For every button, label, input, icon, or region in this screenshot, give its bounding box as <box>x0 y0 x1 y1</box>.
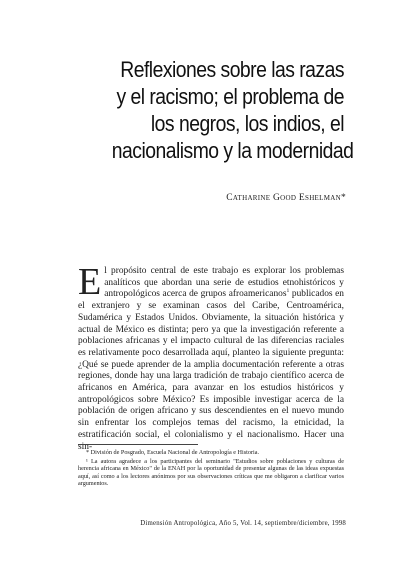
footnote-divider <box>78 444 198 445</box>
journal-footer: Dimensión Antropológica, Año 5, Vol. 14, septiembre/diciembre, 1998 <box>140 520 346 527</box>
footnotes <box>78 449 344 489</box>
footnote-ref: 1 <box>286 288 290 295</box>
article-body <box>78 261 344 453</box>
body-text-intro: l propósito central de este trabajo es explorar los problemas analíticos que abordan una serie de estudios etnohistóricos y antropológicos acerca de grupos afroamericanos <box>104 266 344 300</box>
title-line: nacionalismo y la modernidad <box>111 138 354 163</box>
body-text-rest: publicados en el extranjero y se examinan casos del Caribe, Centroamérica, Sudamérica y Estados Unidos. Obviamente, la situación histórica y actual de México es distinta; pero ya que la investigación referente a poblaciones africanas y el impacto cultural de las diferencias raciales es relativamente poco desarrollada aquí, planteo la siguiente pregunta: ¿Qué se puede aprender de la amplia documentación referente a otras regiones, donde hay una larga tradición de trabajo científico acerca de africanos en América, para avanzar en los estudios históricos y antropológicos sobre México? Es imposible investigar acerca de la población de origen africano y sus descendientes en el nuevo mundo sin enfrentar los complejos temas del racismo, la etnicidad, la estratificación social, el colonialismo y el nacionalismo. Hacer una sin- <box>78 289 344 452</box>
title-line: Reflexiones sobre las razas <box>120 57 344 82</box>
footnote-affiliation: * División de Posgrado, Escuela Nacional de Antropología e Historia. <box>86 449 260 456</box>
drop-cap: E <box>78 261 102 303</box>
title-line: y el racismo; el problema de <box>116 84 344 109</box>
article-author: Catharine Good Eshelman* <box>226 193 346 203</box>
article-title <box>111 56 354 164</box>
title-line: los negros, los indios, el <box>150 111 344 136</box>
footnote-acknowledgement: ¹ La autora agradece a los participantes del seminario "Estudios sobre poblaciones y culturas de herencia africana en México" de la ENAH por la oportunidad de presentar algunas de las ideas expuestas aquí, así como a los lectores anónimos por sus observaciones críticas que me obligaron a clarificar varios argumentos. <box>78 457 344 488</box>
